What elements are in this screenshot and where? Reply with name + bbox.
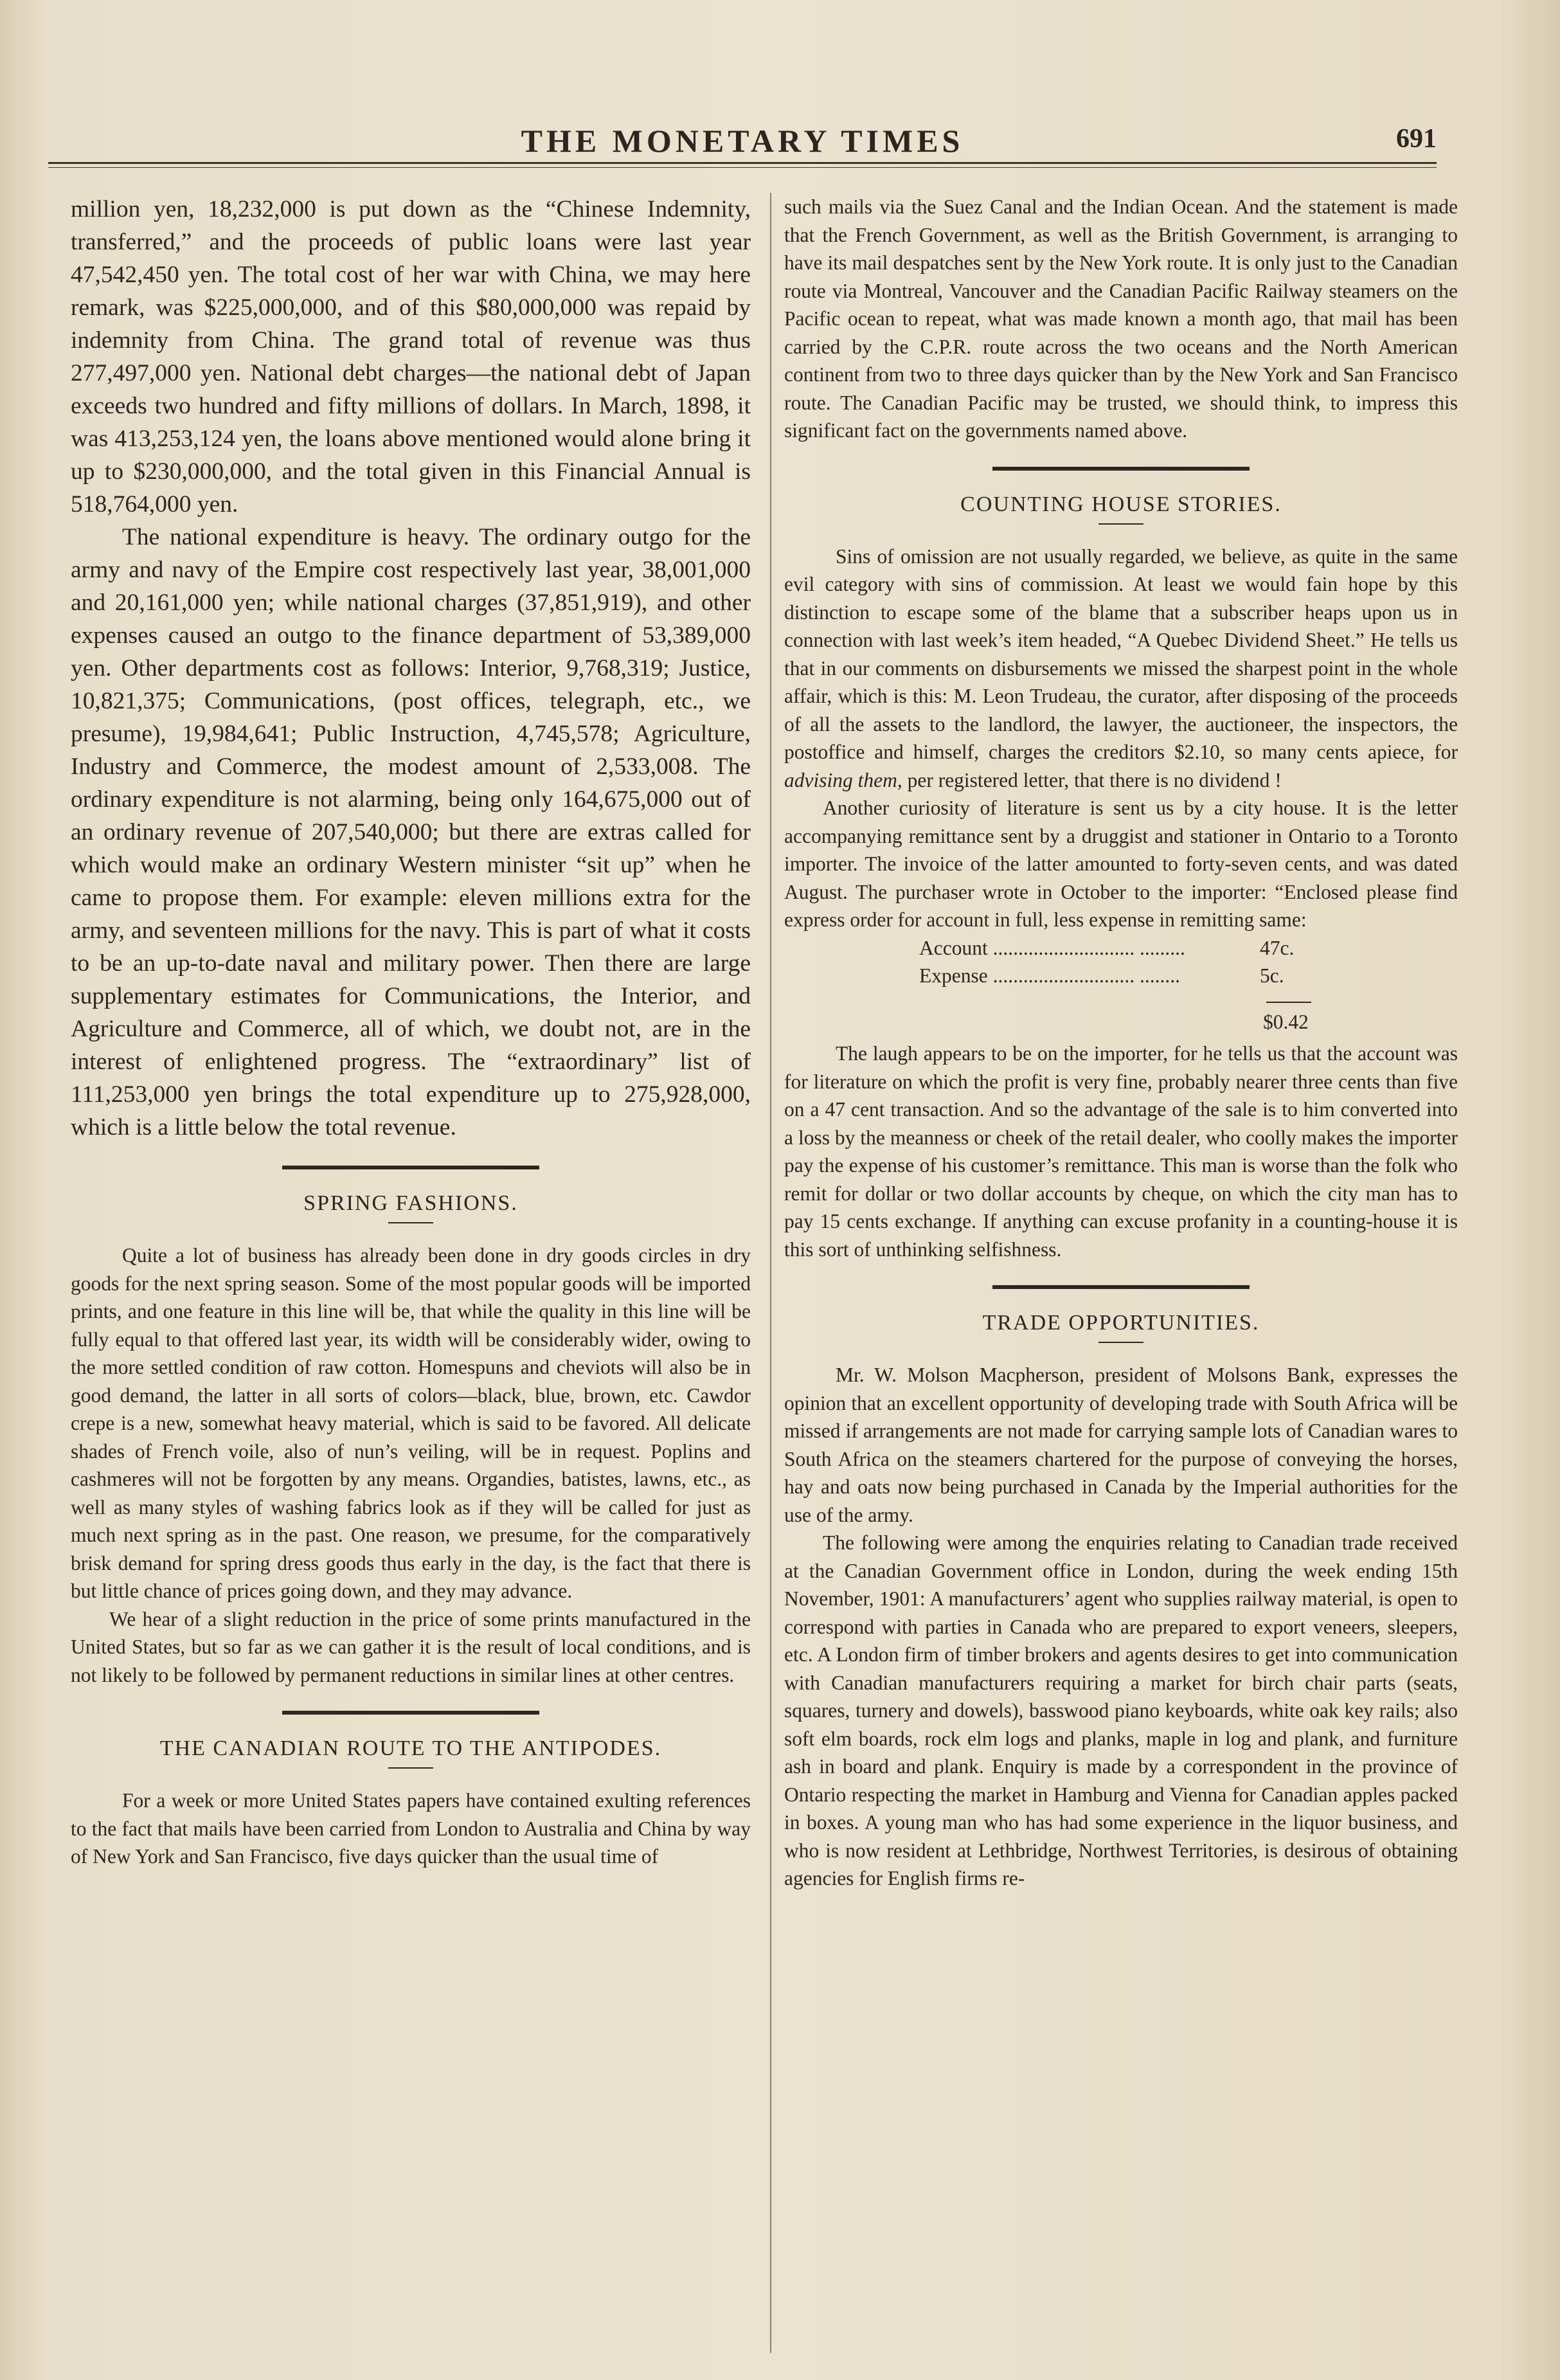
remittance-expense-line — [784, 962, 1458, 990]
canadian-route-paragraph-1: For a week or more United States papers have contained exulting references to the fact that mails have been carried from London to Australia and China by way of New York and San Francisco, five days quicker than the usual time of — [71, 1789, 751, 1868]
spring-fashions-paragraph-2: We hear of a slight reduction in the price of some prints manufactured in the United States, but so far as we can gather it is the result of local conditions, and is not likely to be followed by permanent reductions in similar lines at other centres. — [71, 1607, 751, 1686]
trade-opportunities-heading: TRADE OPPORTUNITIES. — [982, 1311, 1260, 1335]
right-column — [784, 193, 1458, 2359]
counting-house-paragraph-1 — [784, 543, 1458, 795]
canadian-route-continued — [784, 193, 1458, 445]
counting-text-a: Sins of omission are not usually regarded, we believe, as quite in the same evil category with sins of commission. At least we would fain hope by this distinction to escape some of the blame that a subscriber heaps upon us in connection with last week’s item headed, “A Quebec Dividend Sheet.” He tells us that in our comments on disbursements we missed the sharpest point in the whole affair, which is this: M. Leon Trudeau, the curator, after disposing of the proceeds of all the assets to the landlord, the lawyer, the auctioneer, the inspectors, the postoffice and himself, charges the creditors $2.10, so many cents apiece, for — [784, 545, 1458, 763]
japan-finance-paragraph-2: The national expenditure is heavy. The ordinary outgo for the army and navy of the Empire cost respectively last year, 38,001,000 and 20,161,000 yen; while national charges (37,851,919), and other expenses caused an outgo to the finance department of 53,389,000 yen. Other departments cost as follows: Interior, 9,768,319; Justice, 10,821,375; Communications, (post offices, telegraph, etc., we presume), 19,984,641; Public Instruction, 4,745,578; Agriculture, Industry and Commerce, the modest amount of 2,533,008. The ordinary expenditure is not alarming, being only 164,675,000 out of an ordinary revenue of 207,540,000; but there are extras called for which would make an ordinary Western minister “sit up” when he came to propose them. For example: eleven millions extra for the army, and seventeen millions for the navy. This is part of what it costs to be an up-to-date naval and military power. Then there are large supplementary estimates for Communications, the Interior, and Agriculture and Commerce, all of which, we doubt not, are in the interest of enlightened progress. The “extraordinary” list of 111,253,000 yen brings the total expenditure up to 275,928,000, which is a little below the total revenue. — [71, 524, 751, 1140]
page-number: 691 — [1396, 124, 1437, 154]
expense-label: Expense ............................ ........ — [919, 964, 1180, 987]
header-rule — [48, 162, 1437, 164]
remittance-total: $0.42 — [1263, 1010, 1309, 1033]
masthead-title: THE MONETARY TIMES — [521, 123, 964, 159]
heading-rule — [1098, 523, 1143, 525]
counting-emphasis: advising them, — [784, 768, 902, 791]
section-rule — [282, 1166, 539, 1169]
trade-opportunities-paragraph-2: The following were among the enquiries relating to Canadian trade received at the Canadian Government office in London, during the week ending 15th November, 1901: A manufacturers’ agent who supplies railway material, is open to correspond with parties in Canada who are prepared to export veneers, sleepers, etc. A London firm of timber brokers and agents desires to get into communication with Canadian manufacturers requiring a market for birch chair parts (seats, squares, turnery and dowels), basswood piano keyboards, white oak key rails; also soft elm boards, rock elm logs and planks, maple in log and plank, and furniture ash in board and plank. Enquiry is made by a correspondent in the province of Ontario respecting the market in Hamburg and Vienna for Canadian apples packed in boxes. A young man who has had some experience in the liquor business, and who is now resident at Lethbridge, Northwest Territories, is desirous of obtaining agencies for English firms re- — [784, 1531, 1458, 1889]
japan-finance-paragraph-1: million yen, 18,232,000 is put down as the “Chinese Indemnity, transferred,” and the proceeds of public loans were last year 47,542,450 yen. The total cost of her war with China, we may here remark, was $225,000,000, and of this $80,000,000 was repaid by indemnity from China. The grand total of revenue was thus 277,497,000 yen. National debt charges—the national debt of Japan exceeds two hundred and fifty millions of dollars. In March, 1898, it was 413,253,124 yen, the loans above mentioned would alone bring it up to $230,000,000, and the total given in this Financial Annual is 518,764,000 yen. — [71, 196, 751, 518]
page-header — [48, 122, 1437, 167]
counting-house-heading: COUNTING HOUSE STORIES. — [960, 492, 1282, 516]
counting-house-paragraph-3: The laugh appears to be on the importer, for he tells us that the account was for literature on which the profit is very fine, probably nearer three cents than five on a 47 cent transaction. And so the advantage of the sale is to him converted into a loss by the meanness or cheek of the retail dealer, who coolly makes the importer pay the expense of his customer’s remittance. This man is worse than the folk who remit for dollar or two dollar accounts by cheque, on which the city man has to pay 15 cents exchange. If anything can excuse profanity in a counting-house it is this sort of unthinking selfishness. — [784, 1042, 1458, 1261]
account-label: Account ............................ ......... — [919, 936, 1185, 959]
account-value: 47c. — [1260, 936, 1295, 959]
column-divider — [770, 193, 771, 2353]
counting-house-paragraph-2: Another curiosity of literature is sent us by a city house. It is the letter accompanying remittance sent by a druggist and stationer in Ontario to a Toronto importer. The invoice of the latter amounted to forty-seven cents, and was dated August. The purchaser wrote in October to the importer: “Enclosed please find express order for account in full, less expense in remitting same: — [784, 797, 1458, 931]
counting-house-article — [784, 543, 1458, 1264]
header-rule-thin — [48, 167, 1437, 168]
section-rule — [992, 1285, 1250, 1289]
heading-rule — [388, 1767, 433, 1769]
spring-fashions-article — [71, 1241, 751, 1689]
canadian-route-paragraph-continued: such mails via the Suez Canal and the Indian Ocean. And the statement is made that the French Government, as well as the British Government, is arranging to have its mail despatches sent by the New York route. It is only just to the Canadian route via Montreal, Vancouver and the Canadian Pacific Railway steamers on the Pacific ocean to repeat, what was made known a month ago, that mail has been carried by the C.P.R. route across the two oceans and the North American continent from two to three days quicker than by the New York and San Francisco route. The Canadian Pacific may be trusted, we should think, to impress this significant fact on the governments named above. — [784, 195, 1458, 442]
trade-opportunities-article — [784, 1361, 1458, 1893]
remittance-rule — [1266, 1002, 1311, 1003]
counting-text-b: per registered letter, that there is no dividend ! — [902, 768, 1282, 791]
section-rule — [282, 1711, 539, 1715]
canadian-route-heading: THE CANADIAN ROUTE TO THE ANTIPODES. — [159, 1736, 662, 1760]
trade-opportunities-paragraph-1: Mr. W. Molson Macpherson, president of Molsons Bank, expresses the opinion that an excellent opportunity of developing trade with South Africa will be missed if arrangements are not made for carrying sample lots of Canadian wares to South Africa on the steamers chartered for the purpose of conveying the horses, hay and oats now being purchased in Canada by the Imperial authorities for the use of the army. — [784, 1364, 1458, 1526]
heading-rule — [388, 1222, 433, 1223]
japan-finance-article — [71, 193, 751, 1144]
canadian-route-article — [71, 1787, 751, 1871]
spring-fashions-heading: SPRING FASHIONS. — [303, 1191, 518, 1215]
spring-fashions-paragraph-1: Quite a lot of business has already been done in dry goods circles in dry goods for the next spring season. Some of the most popular goods will be imported prints, and one feature in this line will be, that while the quality in this line will be fully equal to that offered last year, its width will be considerably wider, owing to the more settled condition of raw cotton. Homespuns and cheviots will also be in good demand, the latter in all sorts of colors—black, blue, brown, etc. Cawdor crepe is a new, somewhat heavy material, which is said to be favored. All delicate shades of French voile, also of nun’s veiling, will be in request. Poplins and cashmeres will not be forgotten by any means. Organdies, batistes, lawns, etc., as well as many styles of washing fabrics look as if they will be called for just as much next spring as in the past. One reason, we presume, for the comparatively brisk demand for spring dress goods thus early in the day, is the fact that there is but little chance of prices going down, and they may advance. — [71, 1244, 751, 1602]
remittance-account-line — [784, 934, 1458, 962]
left-column — [71, 193, 751, 2359]
section-rule — [992, 467, 1250, 471]
heading-rule — [1098, 1342, 1143, 1343]
expense-value: 5c. — [1260, 964, 1284, 987]
